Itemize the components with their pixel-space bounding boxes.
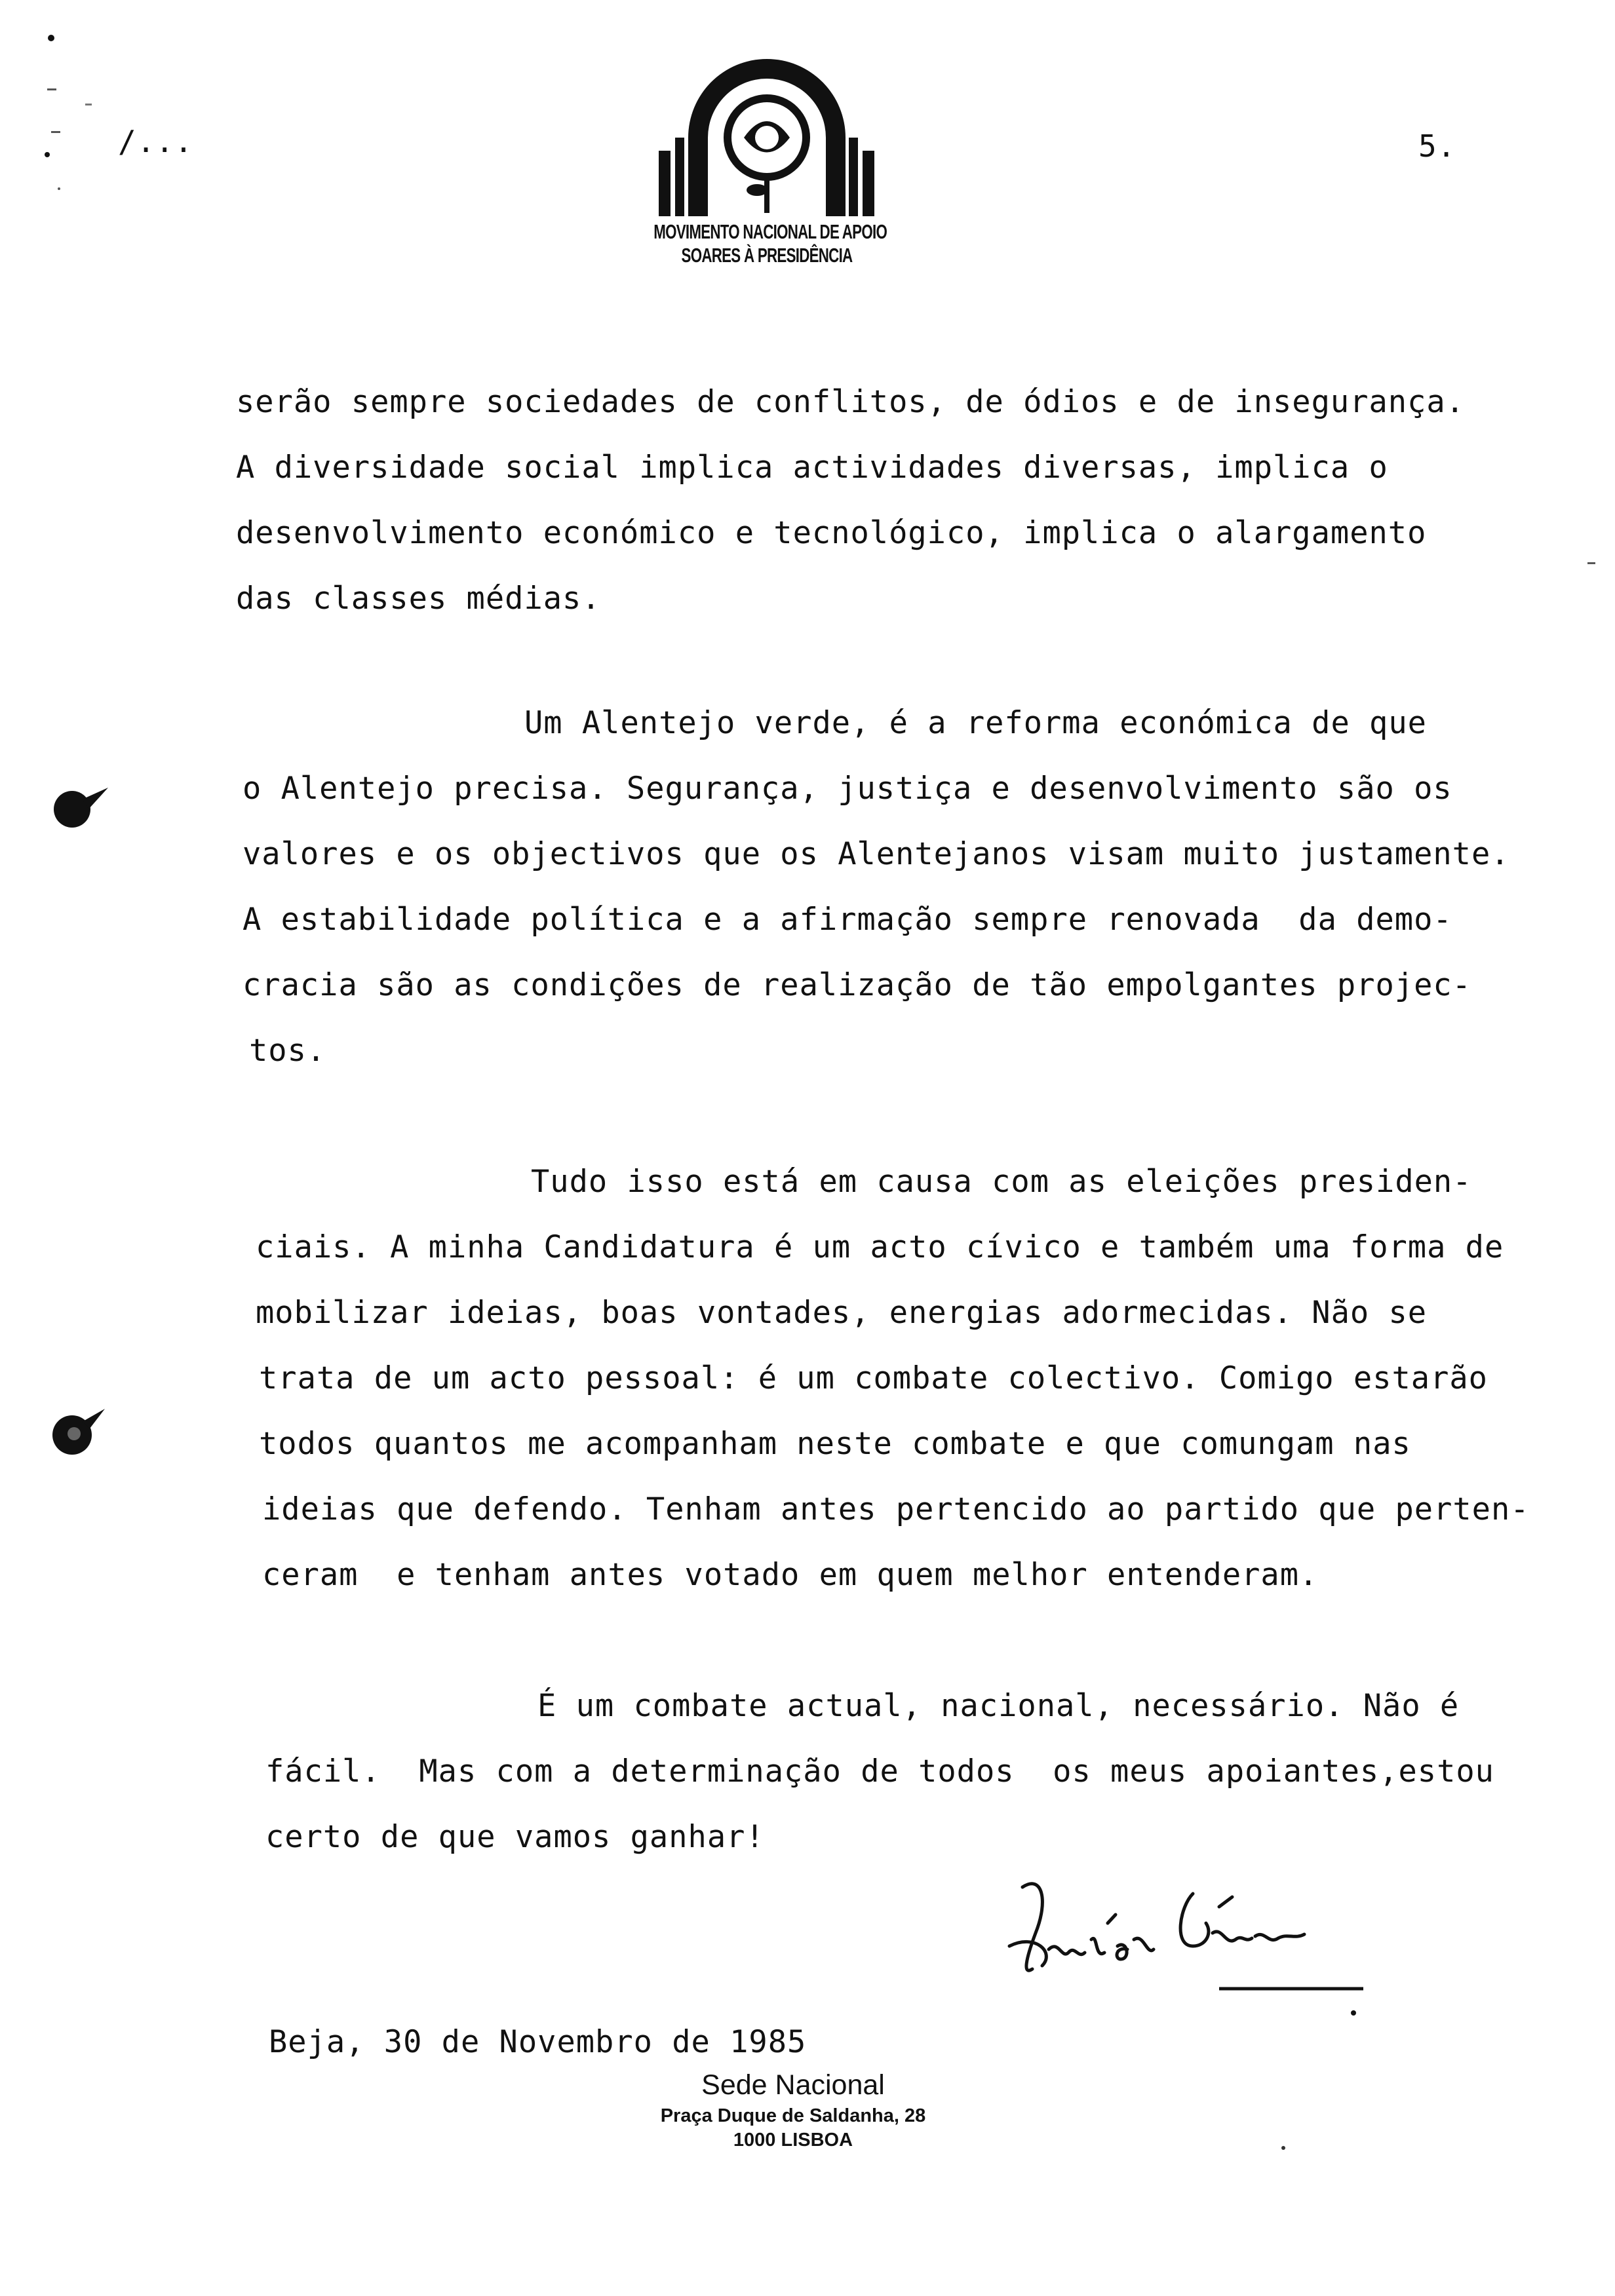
masp-logo [610,39,924,275]
body-line-18: É um combate actual, nacional, necessário. Não é [537,1688,1460,1724]
body-line-1: serão sempre sociedades de conflitos, de ódios e de insegurança. [236,384,1465,420]
logo-caption-line1: MOVIMENTO NACIONAL DE APOIO [653,220,887,243]
body-line-16: ideias que defendo. Tenham antes pertencido ao partido que perten- [262,1491,1530,1527]
page-number: 5. [1418,128,1456,164]
body-line-15: todos quantos me acompanham neste combate e que comungam nas [259,1426,1411,1462]
body-line-20: certo de que vamos ganhar! [265,1819,765,1855]
footer-title: Sede Nacional [701,2069,885,2101]
body-line-9: cracia são as condições de realização de tão empolgantes projec- [243,967,1471,1003]
body-line-10: tos. [249,1033,326,1069]
letter-body [236,384,1560,1855]
punch-hole-mark-bottom [43,1396,115,1468]
body-line-12: ciais. A minha Candidatura é um acto cívico e também uma forma de [256,1229,1504,1265]
body-line-13: mobilizar ideias, boas vontades, energias adormecidas. Não se [256,1295,1428,1331]
punch-hole-mark-top [43,773,115,845]
body-line-4: das classes médias. [236,581,601,617]
body-line-7: valores e os objectivos que os Alentejanos visam muito justamente. [243,836,1510,872]
body-line-17: ceram e tenham antes votado em quem melhor entenderam. [262,1557,1319,1593]
speck [1586,557,1599,570]
place-and-date: Beja, 30 de Novembro de 1985 [269,2024,807,2060]
logo-caption-line2: SOARES À PRESIDÊNCIA [681,244,853,267]
body-line-19: fácil. Mas com a determinação de todos os meus apoiantes,estou [265,1753,1494,1789]
body-line-8: A estabilidade política e a afirmação sempre renovada da demo- [243,902,1452,938]
masp-logo-graphic [610,39,924,220]
margin-specks [39,26,118,197]
handwritten-signature [996,1861,1363,2031]
speck [1278,2143,1291,2156]
continuation-mark: /... [118,124,193,159]
body-line-5: Um Alentejo verde, é a reforma económica de que [524,705,1427,741]
footer-city: 1000 LISBOA [733,2130,853,2151]
body-line-14: trata de um acto pessoal: é um combate colectivo. Comigo estarão [259,1360,1488,1396]
body-line-2: A diversidade social implica actividades diversas, implica o [236,450,1388,486]
body-line-3: desenvolvimento económico e tecnológico, implica o alargamento [236,515,1427,551]
body-line-6: o Alentejo precisa. Segurança, justiça e desenvolvimento são os [243,771,1452,807]
body-line-11: Tudo isso está em causa com as eleições presiden- [531,1164,1472,1200]
footer-street: Praça Duque de Saldanha, 28 [660,2105,926,2126]
